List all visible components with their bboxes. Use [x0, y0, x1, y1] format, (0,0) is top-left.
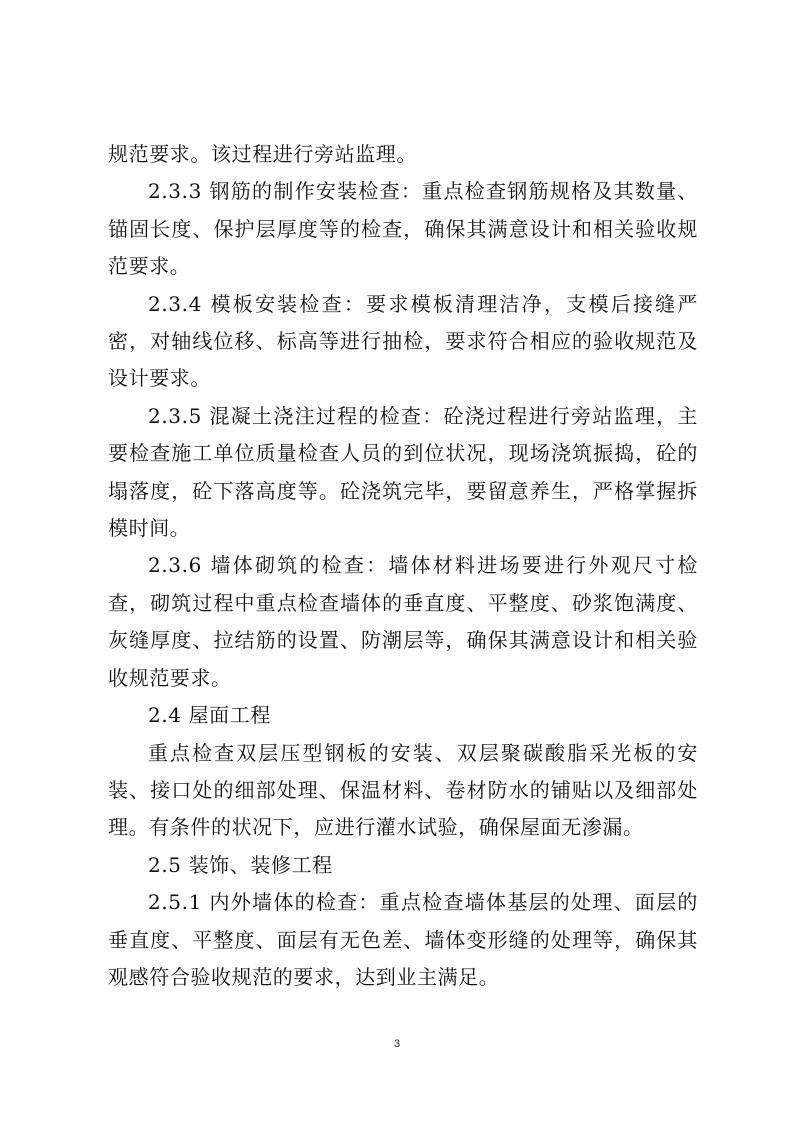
paragraph-2-3-6: 2.3.6 墙体砌筑的检查：墙体材料进场要进行外观尺寸检查，砌筑过程中重点检查墙体的垂直度、平整度、砂浆饱满度、灰缝厚度、拉结筋的设置、防潮层等，确保其满意设计和相关验收规范要求。 [108, 553, 698, 690]
paragraph-2-3-5: 2.3.5 混凝土浇注过程的检查：砼浇过程进行旁站监理，主要检查施工单位质量检查人员的到位状况，现场浇筑振捣，砼的塌落度，砼下落高度等。砼浇筑完毕，要留意养生，严格掌握拆模时间。 [108, 403, 698, 541]
page-number: 3 [393, 1038, 401, 1050]
body-text [108, 136, 698, 996]
paragraph-2-3-4: 2.3.4 模板安装检查：要求模板清理洁净，支模后接缝严密，对轴线位移、标高等进行抽检，要求符合相应的验收规范及设计要求。 [108, 291, 698, 391]
section-heading-2-5: 2.5 装饰、装修工程 [148, 852, 333, 877]
paragraph-2-3-3: 2.3.3 钢筋的制作安装检查：重点检查钢筋规格及其数量、锚固长度、保护层厚度等的检查，确保其满意设计和相关验收规范要求。 [108, 179, 698, 279]
paragraph-roofing: 重点检查双层压型钢板的安装、双层聚碳酸脂采光板的安装、接口处的细部处理、保温材料、卷材防水的铺贴以及细部处理。有条件的状况下，应进行灌水试验，确保屋面无渗漏。 [108, 740, 698, 840]
paragraph-2-5-1: 2.5.1 内外墙体的检查：重点检查墙体基层的处理、面层的垂直度、平整度、面层有无色差、墙体变形缝的处理等，确保其观感符合验收规范的要求，达到业主满足。 [108, 890, 698, 989]
section-heading-2-4: 2.4 屋面工程 [148, 703, 271, 728]
paragraph-continuation: 规范要求。该过程进行旁站监理。 [108, 142, 417, 166]
